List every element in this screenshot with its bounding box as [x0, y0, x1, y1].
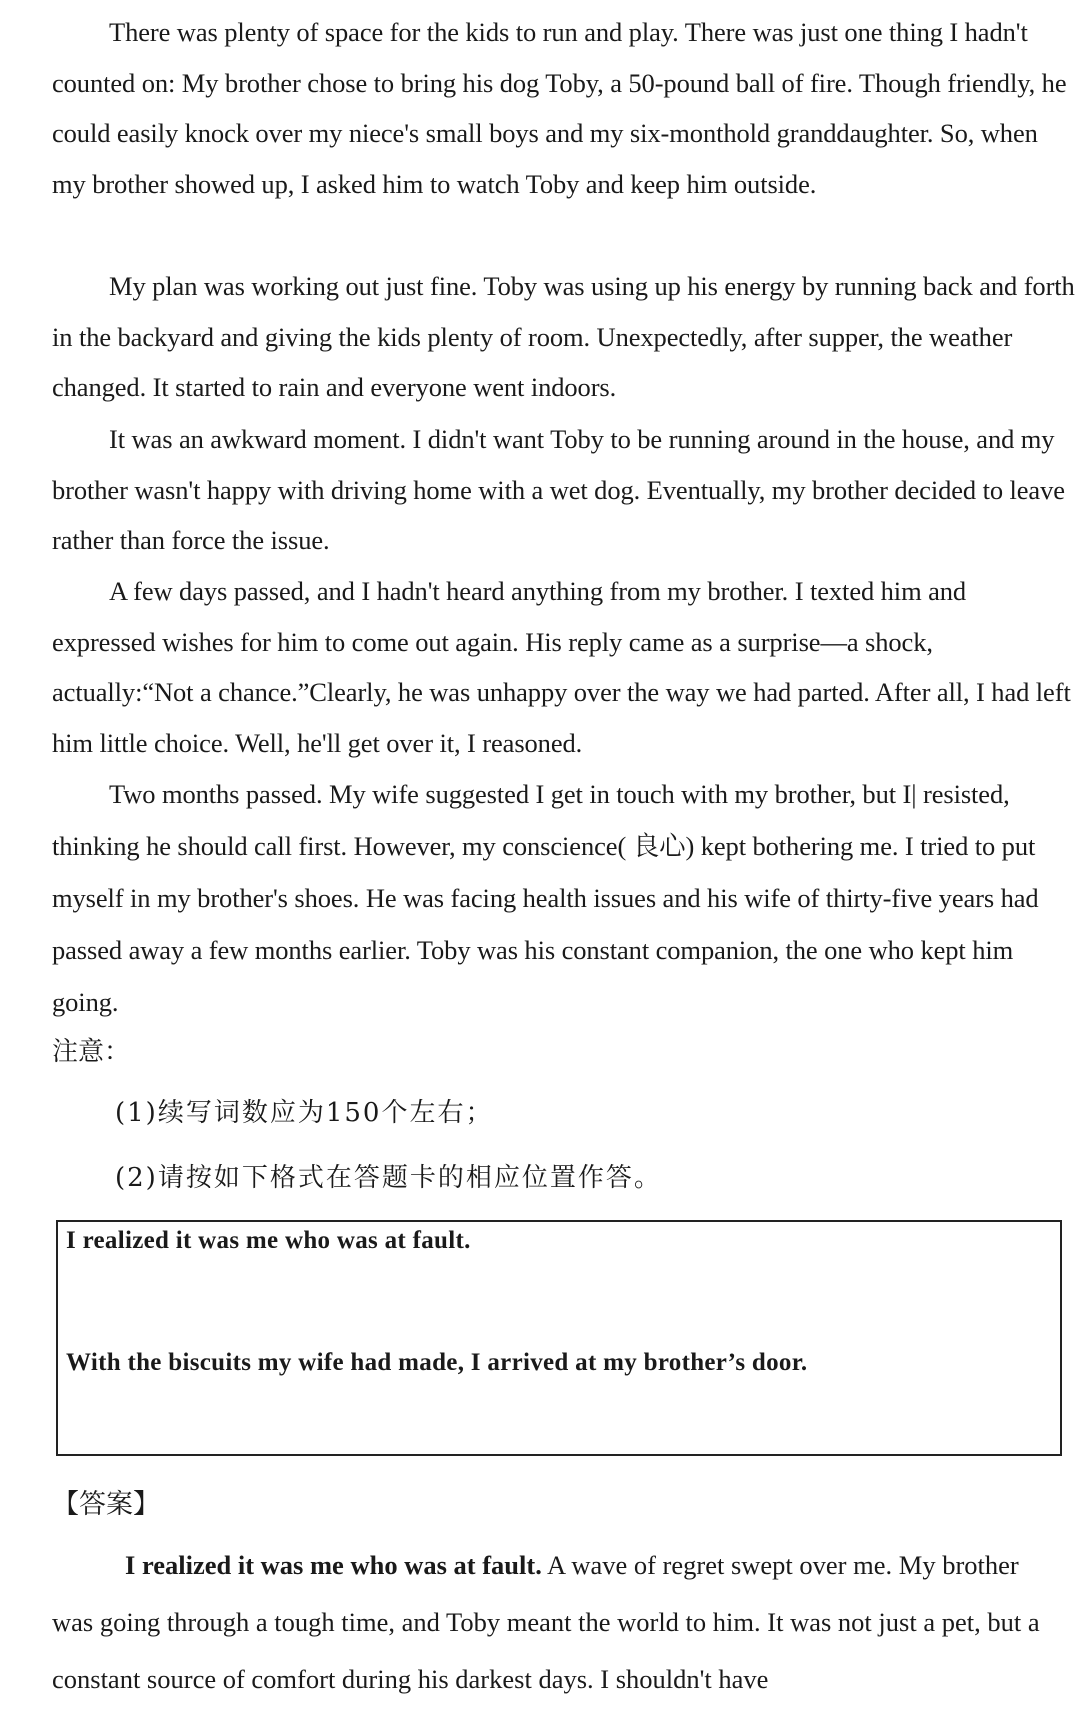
note-item-1: (1)续写词数应为150个左右；	[115, 1098, 494, 1128]
passage-paragraph-2: My plan was working out just fine. Toby was using up his energy by running back and forth in the backyard and giving the kids plenty of room. Unexpectedly, after supper, the weather changed. It started to rain and everyone went indoors.	[52, 271, 1075, 402]
answer-body-text: A wave of regret swept over me. My brother was going through a tough time, and Toby meant the world to him. It was not just a pet, but a constant source of comfort during his darkest days. I shouldn't have	[52, 1550, 1040, 1694]
passage-paragraph-1: There was plenty of space for the kids to run and play. There was just one thing I hadn't counted on: My brother chose to bring his dog Toby, a 50-pound ball of fire. Though friendly, he could easily knock over my niece's small boys and my six-monthold granddaughter. So, when my brother showed up, I asked him to watch Toby and keep him outside.	[52, 17, 1067, 199]
answer-bold-opening: I realized it was me who was at fault.	[125, 1550, 542, 1580]
passage-paragraph-3: It was an awkward moment. I didn't want Toby to be running around in the house, and my brother wasn't happy with driving home with a wet dog. Eventually, my brother decided to leave rather than force the issue.	[52, 424, 1065, 555]
answer-box-opening-sentence-1: I realized it was me who was at fault.	[66, 1227, 471, 1254]
answer-paragraph	[52, 1537, 1062, 1708]
answer-box-opening-sentence-2: With the biscuits my wife had made, I arrived at my brother’s door.	[66, 1349, 808, 1376]
passage-paragraph-4: A few days passed, and I hadn't heard anything from my brother. I texted him and expressed wishes for him to come out again. His reply came as a surprise—a shock, actually:“Not a chance.”Clearly, he was unhappy over the way we had parted. After all, I had left him little choice. Well, he'll get over it, I reasoned.	[52, 576, 1071, 758]
note-item-2: (2)请按如下格式在答题卡的相应位置作答。	[115, 1163, 662, 1193]
passage-paragraph-5: Two months passed. My wife suggested I get in touch with my brother, but I| resisted, thinking he should call first. However, my conscience( 良心) kept bothering me. I tried to put myself in my brother's shoes. He was facing health issues and his wife of thirty-five years had passed away a few months earlier. Toby was his constant companion, the one who kept him going.	[52, 779, 1039, 1017]
answer-label: 【答案】	[52, 1489, 160, 1520]
notes-label: 注意：	[52, 1037, 131, 1067]
